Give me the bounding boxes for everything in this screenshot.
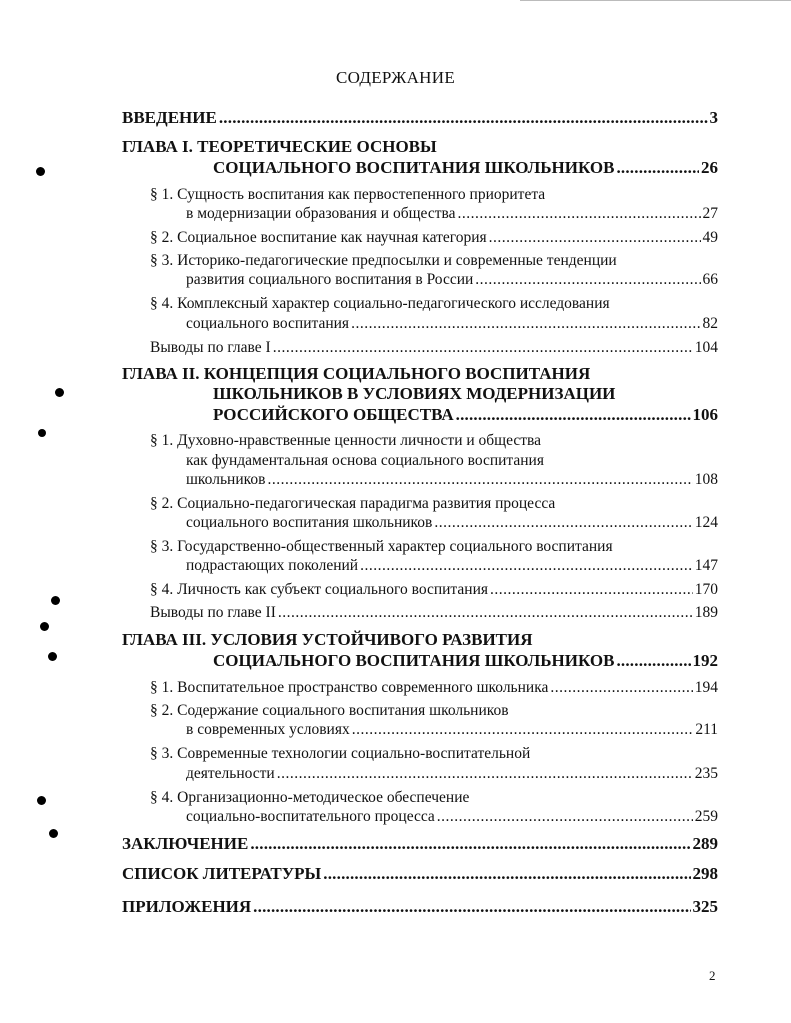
toc-title: СОДЕРЖАНИЕ [335, 68, 456, 87]
punch-hole-mark [40, 622, 49, 631]
ch2-section3-line2: подрастающих поколений [186, 557, 359, 574]
chapter2-heading-line1: ГЛАВА II. КОНЦЕПЦИЯ СОЦИАЛЬНОГО ВОСПИТАНИЯ [122, 364, 591, 383]
ch3-section4-line2: социально-воспитательного процесса [186, 808, 435, 825]
ch3-section3-line2: деятельности [186, 765, 275, 782]
toc-entry-ch2-s1 [186, 471, 718, 489]
references-label: СПИСОК ЛИТЕРАТУРЫ [122, 864, 322, 883]
punch-hole-mark [37, 796, 46, 805]
toc-entry-ch2-s4 [150, 581, 718, 599]
chapter1-heading-line1: ГЛАВА I. ТЕОРЕТИЧЕСКИЕ ОСНОВЫ [122, 137, 437, 156]
toc-page-number: 66 [702, 271, 718, 288]
toc-page-number: 26 [701, 158, 718, 177]
ch1-section1-line1: § 1. Сущность воспитания как первостепенного приоритета [150, 186, 546, 203]
dot-leader [490, 581, 693, 599]
toc-entry-ch1-conclusion [150, 339, 718, 357]
ch1-section4-line2: социального воспитания [186, 315, 350, 332]
toc-page-number: 3 [709, 108, 718, 127]
toc-page-number: 211 [695, 721, 718, 738]
toc-entry-ch2-conclusion [150, 604, 718, 622]
toc-entry-ch2-s2 [186, 514, 718, 532]
dot-leader [278, 604, 693, 622]
appendices-label: ПРИЛОЖЕНИЯ [122, 897, 252, 916]
toc-page-number: 106 [692, 405, 718, 424]
dot-leader [456, 405, 691, 425]
toc-page-number: 27 [702, 205, 718, 222]
ch3-section1-line1: § 1. Воспитательное пространство современного школьника [150, 679, 549, 696]
dot-leader [437, 808, 693, 826]
punch-hole-mark [49, 829, 58, 838]
page-number: 2 [709, 968, 716, 983]
dot-leader [351, 315, 700, 333]
ch2-section1-line2: как фундаментальная основа социального воспитания [186, 452, 544, 469]
toc-page-number: 189 [694, 604, 718, 621]
toc-page-number: 147 [694, 557, 718, 574]
dot-leader [267, 471, 692, 489]
toc-page-number: 325 [692, 897, 718, 916]
chapter2-heading-line3: РОССИЙСКОГО ОБЩЕСТВА [213, 405, 454, 424]
toc-entry-chapter3 [213, 651, 718, 671]
toc-page-number: 298 [692, 864, 718, 883]
toc-entry-appendices [122, 897, 718, 917]
toc-page-number: 124 [694, 514, 718, 531]
toc-page-number: 194 [694, 679, 718, 696]
ch1-section1-line2: в модернизации образования и общества [186, 205, 456, 222]
toc-page-number: 192 [692, 651, 718, 670]
toc-entry-references [122, 864, 718, 884]
dot-leader [352, 721, 694, 739]
ch3-section3-line1: § 3. Современные технологии социально-воспитательной [150, 745, 531, 762]
dot-leader [616, 158, 699, 178]
chapter1-heading-line2: СОЦИАЛЬНОГО ВОСПИТАНИЯ ШКОЛЬНИКОВ [213, 158, 615, 177]
toc-entry-ch1-s4 [186, 315, 718, 333]
punch-hole-mark [51, 596, 60, 605]
scan-edge-line [520, 0, 791, 1]
dot-leader [360, 557, 693, 575]
dot-leader [219, 108, 708, 128]
ch2-section3-line1: § 3. Государственно-общественный характер социального воспитания [150, 538, 613, 555]
dot-leader [250, 834, 690, 854]
dot-leader [434, 514, 692, 532]
toc-entry-ch1-s2 [150, 229, 718, 247]
toc-entry-conclusion [122, 834, 718, 854]
toc-entry-ch3-s3 [186, 765, 718, 783]
punch-hole-mark [48, 652, 57, 661]
toc-page-number: 235 [694, 765, 718, 782]
toc-entry-intro [122, 108, 718, 128]
chapter3-heading-line2: СОЦИАЛЬНОГО ВОСПИТАНИЯ ШКОЛЬНИКОВ [213, 651, 615, 670]
dot-leader [550, 679, 692, 697]
ch2-section4-line1: § 4. Личность как субъект социального воспитания [150, 581, 488, 598]
dot-leader [457, 205, 700, 223]
toc-entry-ch3-s4 [186, 808, 718, 826]
dot-leader [273, 339, 693, 357]
toc-entry-ch3-s2 [186, 721, 718, 739]
ch1-section4-line1: § 4. Комплексный характер социально-педагогического исследования [150, 295, 610, 312]
ch2-section2-line1: § 2. Социально-педагогическая парадигма развития процесса [150, 495, 556, 512]
ch3-section4-line1: § 4. Организационно-методическое обеспечение [150, 789, 470, 806]
toc-page-number: 82 [702, 315, 718, 332]
toc-page-number: 289 [692, 834, 718, 853]
ch2-section1-line3: школьников [186, 471, 266, 488]
toc-entry-chapter1 [213, 158, 718, 178]
conclusion-label: ЗАКЛЮЧЕНИЕ [122, 834, 249, 853]
chapter3-heading-line1: ГЛАВА III. УСЛОВИЯ УСТОЙЧИВОГО РАЗВИТИЯ [122, 630, 533, 649]
ch3-section2-line1: § 2. Содержание социального воспитания школьников [150, 702, 509, 719]
toc-entry-chapter2 [213, 405, 718, 425]
ch2-conclusion-label: Выводы по главе II [150, 604, 276, 621]
toc-entry-ch1-s1 [186, 205, 718, 223]
chapter2-heading-line2: ШКОЛЬНИКОВ В УСЛОВИЯХ МОДЕРНИЗАЦИИ [213, 384, 616, 403]
ch2-section2-line2: социального воспитания школьников [186, 514, 433, 531]
ch2-section1-line1: § 1. Духовно-нравственные ценности личности и общества [150, 432, 542, 449]
toc-entry-ch3-s1 [150, 679, 718, 697]
ch1-section2-line1: § 2. Социальное воспитание как научная категория [150, 229, 487, 246]
dot-leader [616, 651, 690, 671]
toc-page-number: 108 [694, 471, 718, 488]
toc-page-number: 49 [702, 229, 718, 246]
dot-leader [489, 229, 701, 247]
ch3-section2-line2: в современных условиях [186, 721, 350, 738]
punch-hole-mark [38, 429, 46, 437]
ch1-section3-line1: § 3. Историко-педагогические предпосылки и современные тенденции [150, 252, 617, 269]
ch1-conclusion-label: Выводы по главе I [150, 339, 271, 356]
toc-page-number: 170 [694, 581, 718, 598]
toc-entry-label: ВВЕДЕНИЕ [122, 108, 217, 127]
toc-entry-ch1-s3 [186, 271, 718, 289]
dot-leader [475, 271, 700, 289]
dot-leader [323, 864, 690, 884]
toc-page-number: 259 [694, 808, 718, 825]
punch-hole-mark [55, 388, 64, 397]
dot-leader [253, 897, 690, 917]
dot-leader [277, 765, 693, 783]
toc-entry-ch2-s3 [186, 557, 718, 575]
toc-page-number: 104 [694, 339, 718, 356]
ch1-section3-line2: развития социального воспитания в России [186, 271, 474, 288]
punch-hole-mark [36, 167, 45, 176]
